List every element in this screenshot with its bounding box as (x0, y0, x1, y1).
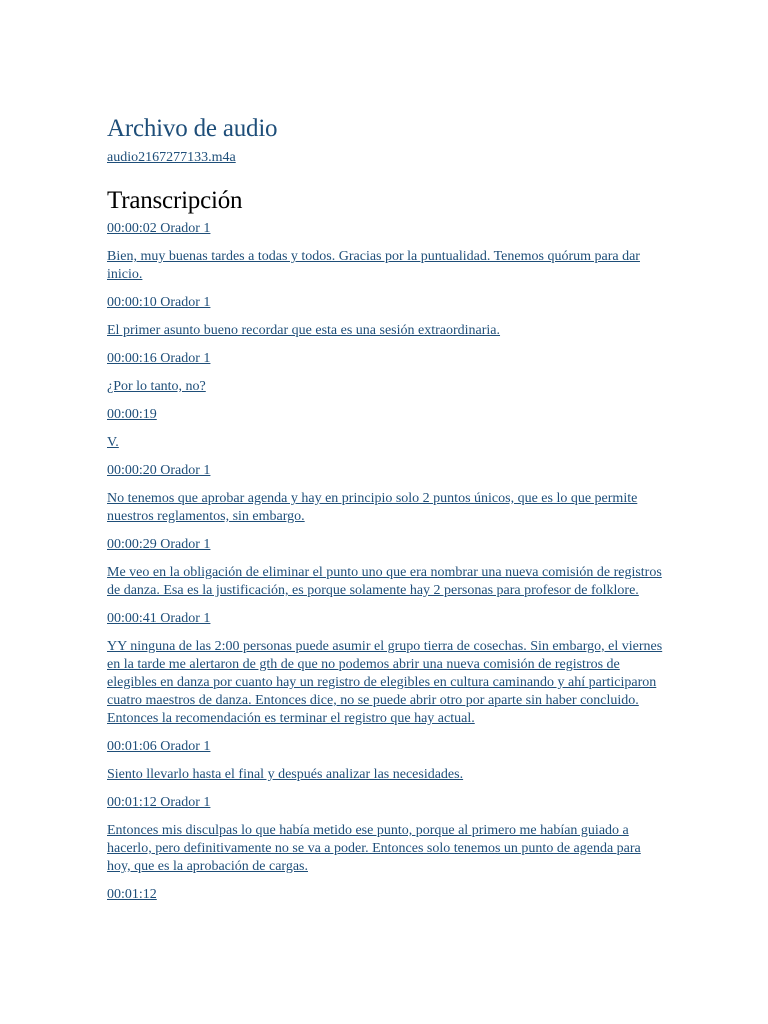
audio-file-heading: Archivo de audio (107, 115, 278, 142)
transcript-list (107, 220, 667, 904)
transcript-text-link[interactable]: YY ninguna de las 2:00 personas puede asumir el grupo tierra de cosechas. Sin embargo, el viernes en la tarde me alertaron de gth de que no podemos abrir una nueva comisión de registros de elegibles en danza por cuanto hay un registro de elegibles en cultura caminando y ahí participaron cuatro maestros de danza. Entonces dice, no se puede abrir otro por aparte sin haber concluido. Entonces la recomendación es terminar el registro que hay actual. (107, 639, 663, 726)
transcript-text-link[interactable]: No tenemos que aprobar agenda y hay en principio solo 2 puntos únicos, que es lo que permite nuestros reglamentos, sin embargo. (107, 491, 638, 524)
transcript-text-link[interactable]: Bien, muy buenas tardes a todas y todos. Gracias por la puntualidad. Tenemos quórum para dar inicio. (107, 249, 640, 282)
timestamp-speaker-link[interactable]: 00:00:20 Orador 1 (107, 463, 211, 478)
timestamp-speaker-link[interactable]: 00:00:29 Orador 1 (107, 537, 211, 552)
timestamp-speaker-link[interactable]: 00:01:06 Orador 1 (107, 739, 211, 754)
transcript-entry (107, 220, 667, 284)
document-body (107, 112, 667, 904)
timestamp-speaker-link[interactable]: 00:00:41 Orador 1 (107, 611, 211, 626)
transcript-entry (107, 886, 667, 904)
timestamp-speaker-link[interactable]: 00:00:02 Orador 1 (107, 221, 211, 236)
transcript-text-link[interactable]: Entonces mis disculpas lo que había metido ese punto, porque al primero me habían guiado a hacerlo, pero definitivamente no se va a poder. Entonces solo tenemos un punto de agenda para hoy, que es la aprobación de cargas. (107, 823, 641, 874)
transcript-entry (107, 610, 667, 728)
transcript-entry (107, 294, 667, 340)
transcript-entry (107, 738, 667, 784)
transcript-entry (107, 462, 667, 526)
audio-file-link[interactable]: audio2167277133.m4a (107, 150, 236, 165)
transcript-text-link[interactable]: V. (107, 435, 119, 450)
timestamp-speaker-link[interactable]: 00:00:16 Orador 1 (107, 351, 211, 366)
transcript-text-link[interactable]: El primer asunto bueno recordar que esta es una sesión extraordinaria. (107, 323, 501, 338)
timestamp-speaker-link[interactable]: 00:01:12 Orador 1 (107, 795, 211, 810)
transcript-text-link[interactable]: Me veo en la obligación de eliminar el punto uno que era nombrar una nueva comisión de registros de danza. Esa es la justificación, es porque solamente hay 2 personas para profesor de folklore. (107, 565, 662, 598)
timestamp-speaker-link[interactable]: 00:01:12 (107, 887, 157, 902)
timestamp-speaker-link[interactable]: 00:00:10 Orador 1 (107, 295, 211, 310)
transcript-entry (107, 536, 667, 600)
transcript-entry (107, 794, 667, 876)
timestamp-speaker-link[interactable]: 00:00:19 (107, 407, 157, 422)
transcript-text-link[interactable]: Siento llevarlo hasta el final y después analizar las necesidades. (107, 767, 464, 782)
transcription-heading: Transcripción (107, 187, 243, 214)
transcript-entry (107, 350, 667, 396)
transcript-text-link[interactable]: ¿Por lo tanto, no? (107, 379, 206, 394)
transcript-entry (107, 406, 667, 452)
